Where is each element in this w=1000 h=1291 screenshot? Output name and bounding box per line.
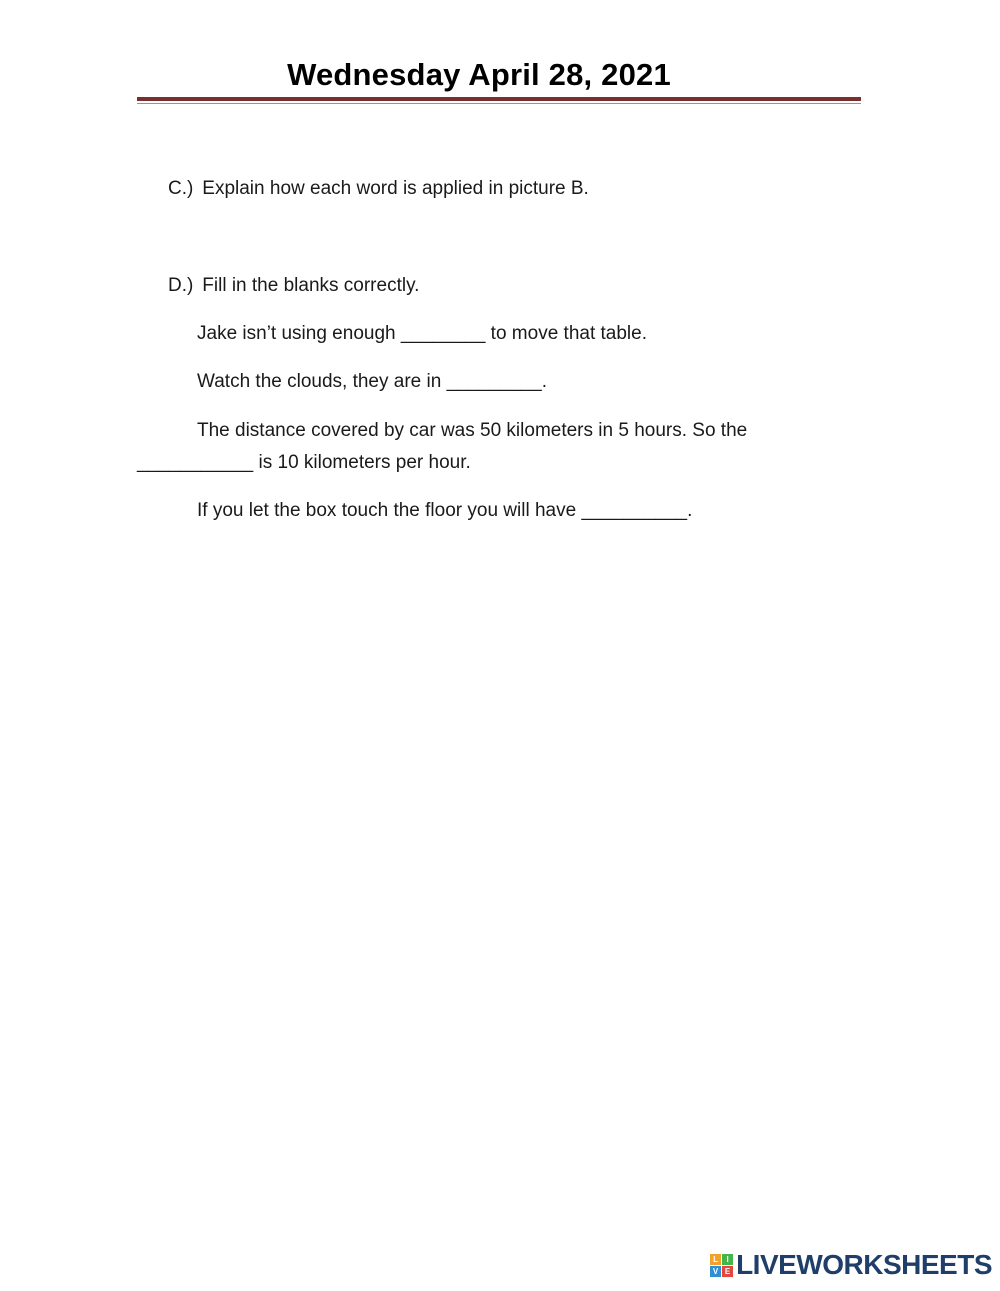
- liveworksheets-watermark: [710, 1249, 992, 1281]
- question-d-prompt: Fill in the blanks correctly.: [202, 275, 420, 296]
- watermark-text: LIVEWORKSHEETS: [736, 1249, 992, 1280]
- page-title: Wednesday April 28, 2021: [287, 57, 671, 92]
- fill-blank-sentence-4: If you let the box touch the floor you will have __________.: [197, 500, 693, 521]
- logo-letter: L: [710, 1254, 721, 1265]
- question-c-prompt: Explain how each word is applied in picture B.: [202, 178, 589, 199]
- logo-letter: I: [722, 1254, 733, 1265]
- fill-blank-sentence-2: Watch the clouds, they are in _________.: [197, 371, 547, 392]
- header-divider-thick: [137, 97, 861, 101]
- logo-letter: V: [710, 1266, 721, 1277]
- liveworksheets-logo-icon: [710, 1254, 733, 1277]
- page-header: [137, 55, 861, 95]
- fill-blank-sentence-1: Jake isn’t using enough ________ to move that table.: [197, 323, 647, 344]
- fill-blank-sentence-3-continued: ___________ is 10 kilometers per hour.: [137, 452, 471, 473]
- logo-letter: E: [722, 1266, 733, 1277]
- question-d-label: D.): [168, 275, 194, 296]
- fill-blank-sentence-3: The distance covered by car was 50 kilometers in 5 hours. So the: [197, 420, 748, 441]
- question-d: [168, 274, 419, 298]
- question-c: [168, 177, 589, 201]
- header-divider-thin: [137, 103, 861, 104]
- question-c-label: C.): [168, 178, 194, 199]
